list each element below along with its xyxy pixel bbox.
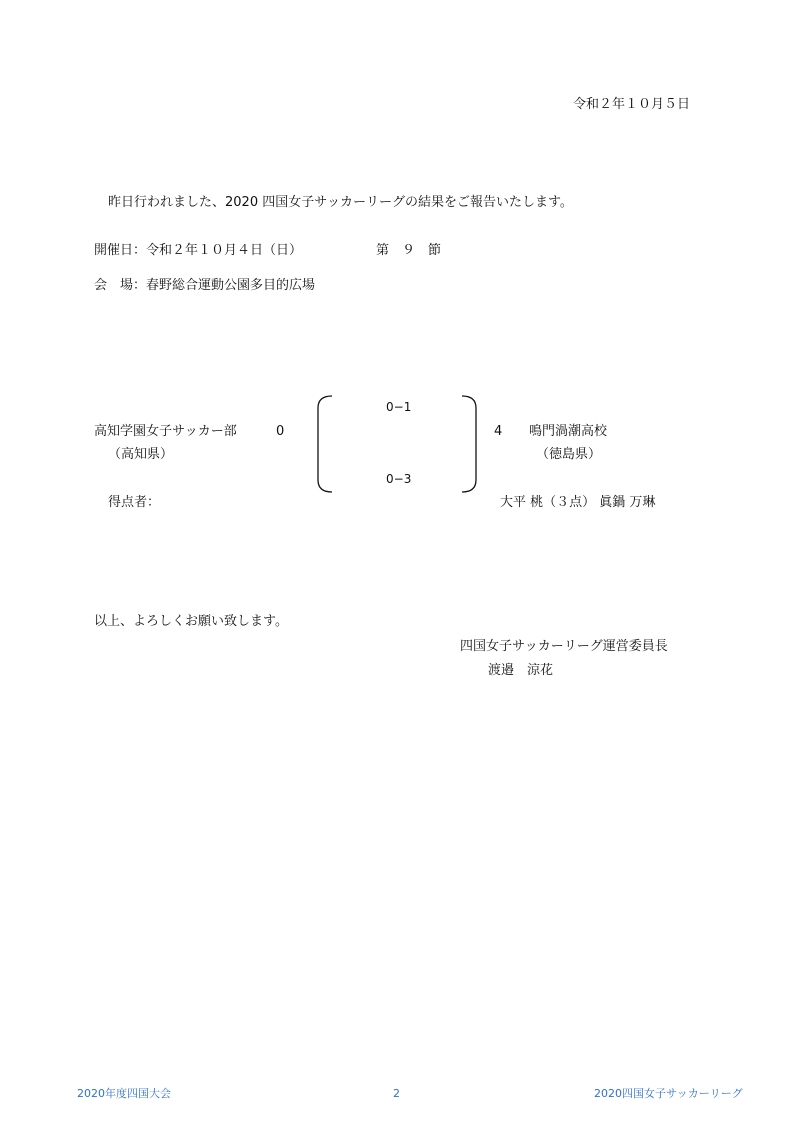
home-prefecture: （高知県） xyxy=(108,447,174,462)
home-score: 0 xyxy=(276,424,285,439)
first-half-score: 0−1 xyxy=(386,400,412,414)
event-date: 開催日：令和２年１０月４日（日） xyxy=(94,243,303,258)
report-date: 令和２年１０月５日 xyxy=(573,97,691,112)
scorers-label: 得点者： xyxy=(108,495,161,510)
footer-page-number: 2 xyxy=(393,1087,400,1100)
signature-name: 渡邉 涼花 xyxy=(488,663,554,678)
intro-text: 昨日行われました、2020 四国女子サッカーリーグの結果をご報告いたします。 xyxy=(108,195,573,210)
home-team: 高知学園女子サッカー部 xyxy=(94,424,237,439)
score-right-bracket xyxy=(458,394,482,494)
venue: 会 場：春野総合運動公園多目的広場 xyxy=(94,278,316,293)
away-scorers: 大平 桃（３点） 眞鍋 万琳 xyxy=(500,495,656,510)
away-score: 4 xyxy=(494,424,503,439)
round-label: 第 ９ 節 xyxy=(376,243,442,258)
second-half-score: 0−3 xyxy=(386,472,412,486)
footer-right: 2020四国女子サッカーリーグ xyxy=(594,1087,743,1100)
away-prefecture: （徳島県） xyxy=(536,447,602,462)
closing-text: 以上、よろしくお願い致します。 xyxy=(94,614,288,629)
signature-title: 四国女子サッカーリーグ運営委員長 xyxy=(460,639,668,654)
score-left-bracket xyxy=(312,394,336,494)
away-team: 鳴門渦潮高校 xyxy=(529,424,608,439)
footer-left: 2020年度四国大会 xyxy=(77,1087,171,1100)
